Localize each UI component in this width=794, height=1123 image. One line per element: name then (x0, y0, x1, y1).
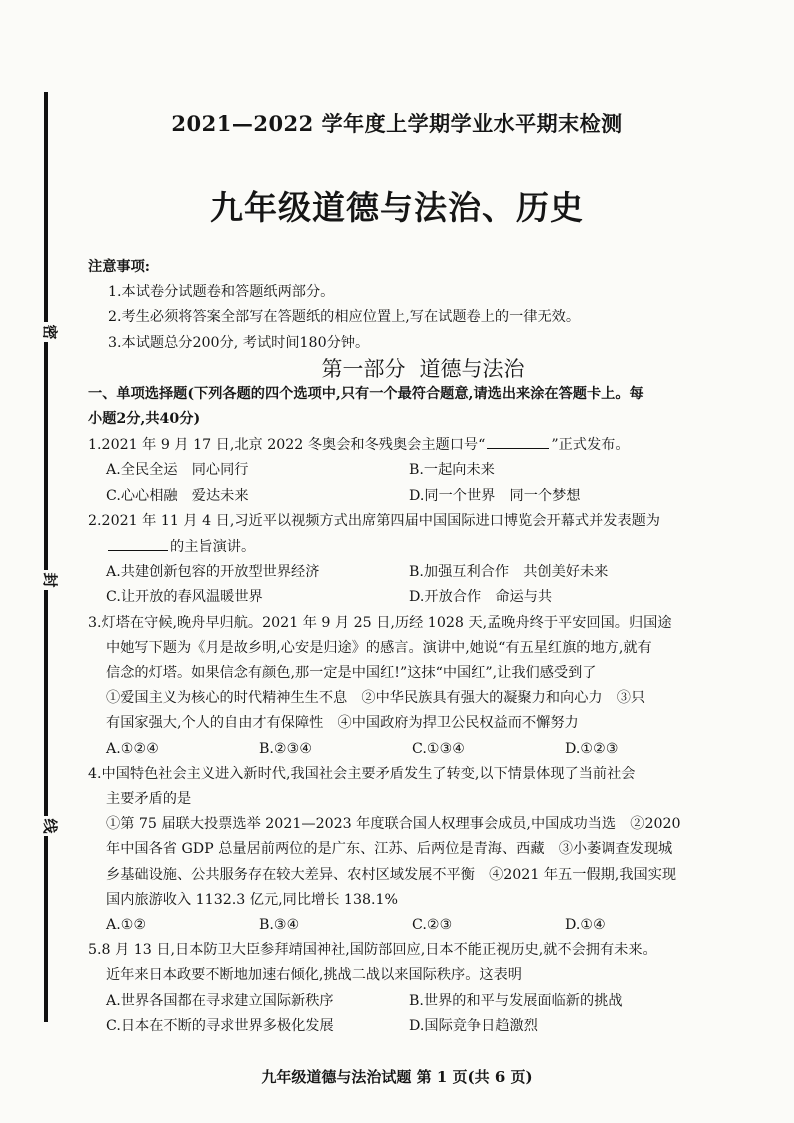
question-5-options (88, 1014, 748, 1039)
binding-mark-feng: 封 (32, 570, 60, 590)
question-5-stem-cont: 近年来日本政要不断地加速右倾化,挑战二战以来国际秩序。这表明 (106, 967, 522, 984)
option-d: D.开放合作 命运与共 (409, 589, 553, 606)
notice-item: 3.本试题总分200分, 考试时间180分钟。 (108, 334, 370, 351)
question-4-stem: 4.中国特色社会主义进入新时代,我国社会主要矛盾发生了转变,以下情景体现了当前社会 (88, 765, 636, 782)
question-4-statements: 年中国各省 GDP 总量居前两位的是广东、江苏、后两位是青海、西藏 ③小萎调查发现城 (106, 841, 673, 858)
exam-content (88, 255, 748, 1039)
question-1-options (88, 458, 748, 483)
question-1-stem-text: 1.2021 年 9 月 17 日,北京 2022 冬奥会和冬残奥会主题口号“ (88, 437, 486, 454)
option-b: B.一起向未来 (409, 462, 495, 479)
option-c: C.让开放的春风温暖世界 (106, 589, 263, 606)
question-2-stem-text: 的主旨演讲。 (170, 539, 256, 556)
option-a: A.①② (106, 917, 147, 934)
notice-heading: 注意事项: (88, 259, 150, 275)
option-c: C.心心相融 爱达未来 (106, 487, 249, 504)
binding-mark-mi: 密 (32, 322, 60, 342)
part-name: 道德与法治 (419, 356, 525, 381)
option-a: A.全民全运 同心同行 (106, 462, 249, 479)
question-2-options (88, 560, 748, 585)
question-3-statements: 有国家强大,个人的自由才有保障性 ④中国政府为捍卫公民权益而不懈努力 (106, 715, 579, 732)
option-d: D.国际竞争日趋激烈 (409, 1017, 538, 1034)
question-1-options (88, 484, 748, 509)
question-3-options (88, 737, 748, 762)
question-2-stem: 2.2021 年 11 月 4 日,习近平以视频方式出席第四届中国国际进口博览会开幕式并发表题为 (88, 512, 660, 529)
option-d: D.①④ (565, 917, 606, 934)
option-a: A.①②④ (106, 740, 159, 757)
question-2-stem-cont (88, 534, 748, 560)
option-d: D.同一个世界 同一个梦想 (409, 487, 581, 504)
binding-line (44, 92, 48, 1022)
question-3-stem-cont: 信念的灯塔。如果信念有颜色,那一定是中国红!”这抹“中国红”,让我们感受到了 (106, 665, 597, 682)
option-c: C.②③ (412, 917, 453, 934)
section-instructions-cont: 小题2分,共40分) (88, 411, 201, 428)
question-3-stem: 3.灯塔在守候,晚舟早归航。2021 年 9 月 25 日,历经 1028 天,孟晚舟终于平安回国。归国途 (88, 614, 672, 631)
part-header (88, 356, 748, 382)
option-b: B.世界的和平与发展面临新的挑战 (409, 992, 623, 1009)
option-b: B.③④ (259, 917, 300, 934)
question-4-statements: 乡基础设施、公共服务存在较大差异、农村区域发展不平衡 ④2021 年五一假期,我国实现 (106, 866, 677, 883)
question-1-stem-end: ”正式发布。 (551, 437, 630, 454)
question-5-options (88, 989, 748, 1014)
question-3-stem-cont: 中她写下题为《月是故乡明,心安是归途》的感言。演讲中,她说“有五星红旗的地方,就有 (106, 639, 652, 656)
question-2-options (88, 585, 748, 610)
question-4-statements: ①第 75 届联大投票选举 2021—2023 年度联合国人权理事会成员,中国成功当选 ②2020 (106, 816, 681, 833)
question-4-stem-cont: 主要矛盾的是 (106, 791, 192, 808)
question-4-options (88, 913, 748, 938)
question-4-statements: 国内旅游收入 1132.3 亿元,同比增长 138.1% (106, 891, 399, 908)
question-5-stem: 5.8 月 13 日,日本防卫大臣参拜靖国神社,国防部回应,日本不能正视历史,就不会拥有未来。 (88, 942, 657, 959)
notice-item: 1.本试卷分试题卷和答题纸两部分。 (108, 284, 335, 301)
option-a: A.世界各国都在寻求建立国际新秩序 (106, 992, 334, 1009)
question-1-stem (88, 432, 748, 458)
question-3-statements: ①爱国主义为核心的时代精神生生不息 ②中华民族具有强大的凝聚力和向心力 ③只 (106, 690, 646, 707)
answer-blank (487, 432, 549, 449)
page-footer: 九年级道德与法治试题 第 1 页(共 6 页) (261, 1068, 533, 1086)
option-a: A.共建创新包容的开放型世界经济 (106, 564, 320, 581)
part-label: 第一部分 (321, 356, 406, 381)
option-d: D.①②③ (565, 740, 619, 757)
exam-subtitle: 2021—2022 学年度上学期学业水平期末检测 (171, 111, 623, 136)
section-instructions: 一、单项选择题(下列各题的四个选项中,只有一个最符合题意,请选出来涂在答题卡上。每 (88, 385, 644, 402)
option-b: B.②③④ (259, 740, 313, 757)
answer-blank (108, 534, 168, 551)
option-c: C.①③④ (412, 740, 466, 757)
notice-item: 2.考生必须将答案全部写在答题纸的相应位置上,写在试题卷上的一律无效。 (108, 309, 581, 326)
exam-title: 九年级道德与法治、历史 (210, 188, 584, 227)
option-c: C.日本在不断的寻求世界多极化发展 (106, 1017, 334, 1034)
binding-mark-xian: 线 (32, 816, 60, 836)
option-b: B.加强互利合作 共创美好未来 (409, 564, 609, 581)
